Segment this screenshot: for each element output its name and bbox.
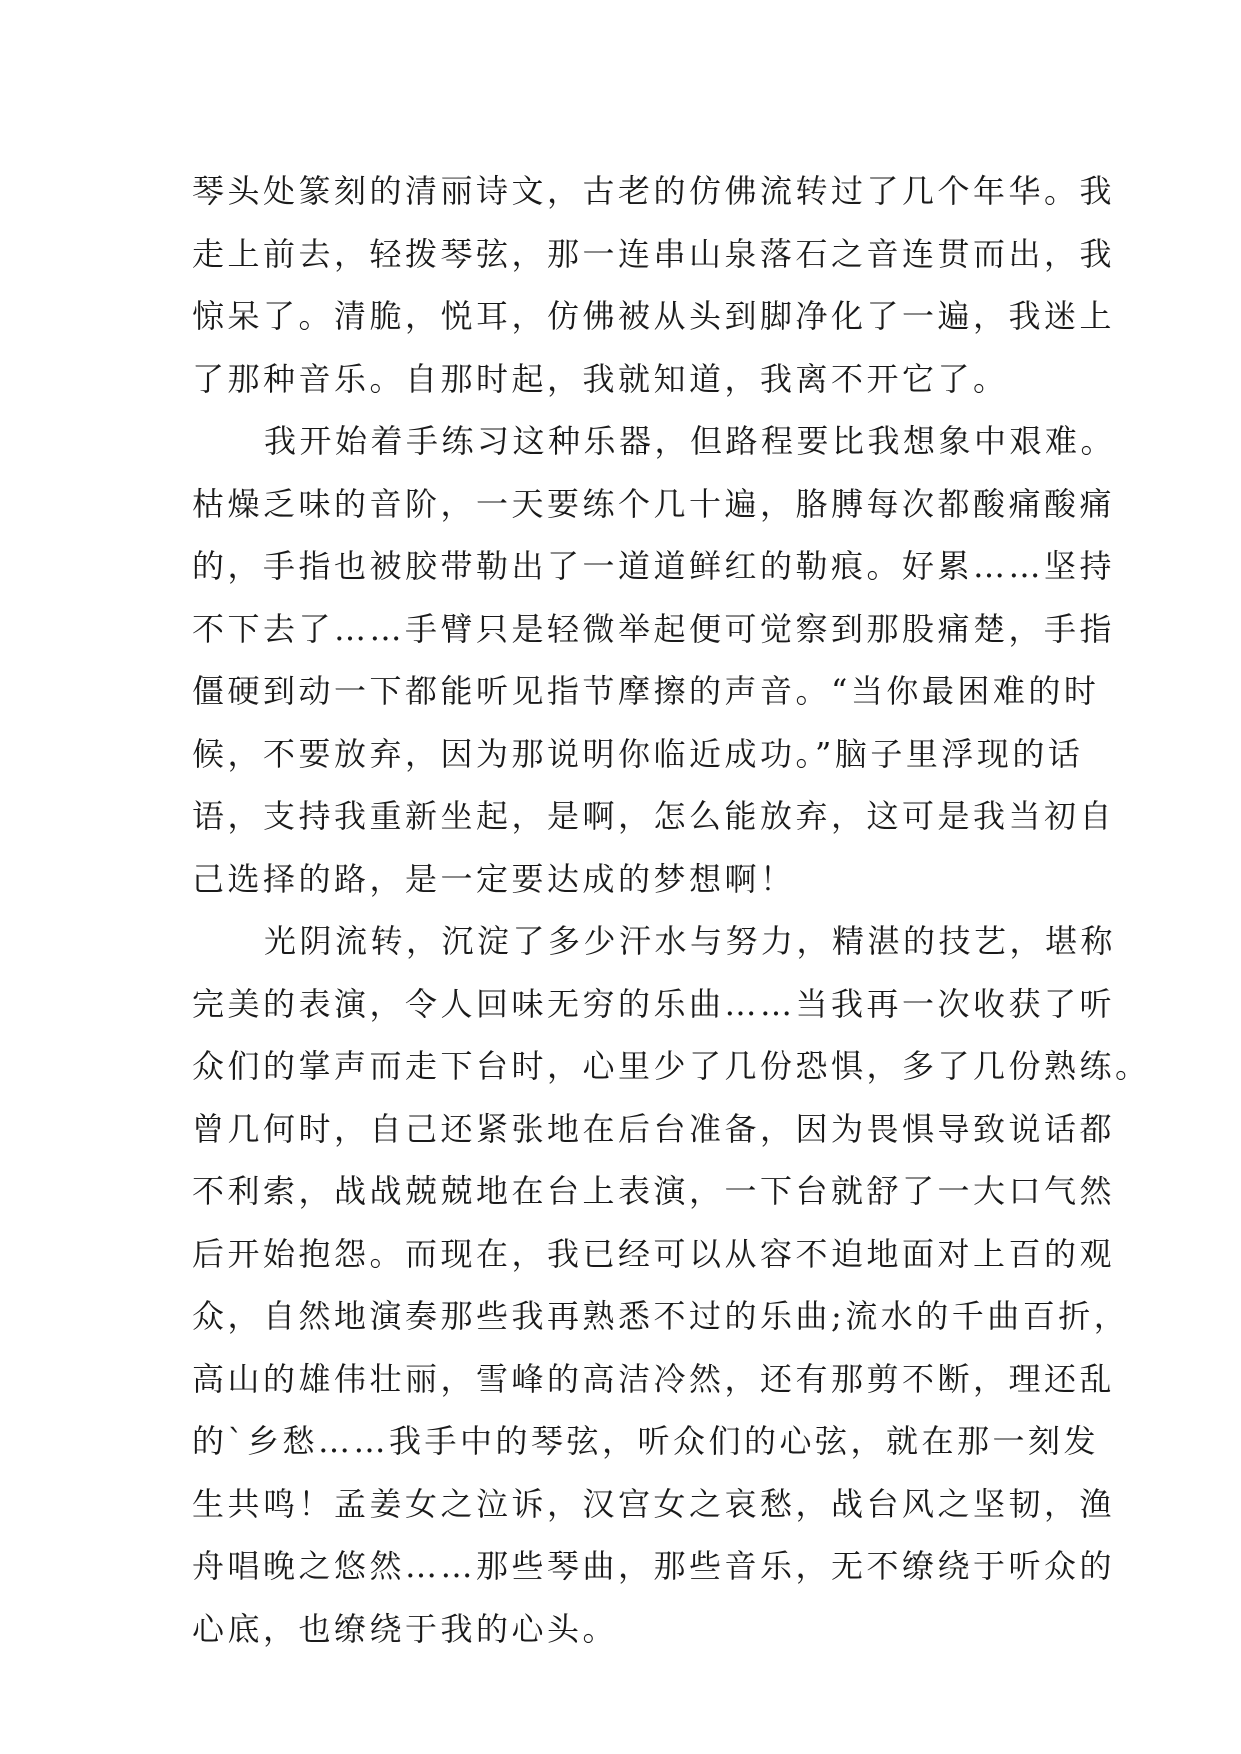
text-line: 高山的雄伟壮丽，雪峰的高洁冷然，还有那剪不断，理还乱 (192, 1359, 1116, 1398)
text-line: 我开始着手练习这种乐器，但路程要比我想象中艰难。 (264, 422, 1117, 460)
text-line: 惊呆了。清脆，悦耳，仿佛被从头到脚净化了一遍，我迷上 (192, 297, 1116, 335)
body-text (192, 160, 1151, 1660)
text-line: 舟唱晚之悠然……那些琴曲，那些音乐，无不缭绕于听众的 (192, 1547, 1116, 1585)
text-line: 生共鸣！孟姜女之泣诉，汉宫女之哀愁，战台风之坚韧，渔 (192, 1484, 1116, 1523)
text-line: 不利索，战战兢兢地在台上表演，一下台就舒了一大口气然 (192, 1172, 1116, 1210)
text-line: 完美的表演，令人回味无穷的乐曲……当我再一次收获了听 (192, 984, 1116, 1023)
text-line: 枯燥乏味的音阶，一天要练个几十遍，胳膊每次都酸痛酸痛 (192, 484, 1116, 523)
text-line: 光阴流转，沉淀了多少汗水与努力，精湛的技艺，堪称 (264, 922, 1117, 960)
text-line: 的，手指也被胶带勒出了一道道鲜红的勒痕。好累……坚持 (192, 547, 1116, 585)
text-line: 僵硬到动一下都能听见指节摩擦的声音。“当你最困难的时 (192, 672, 1100, 710)
text-line: 心底，也缭绕于我的心头。 (192, 1609, 619, 1648)
text-line: 众，自然地演奏那些我再熟悉不过的乐曲;流水的千曲百折， (192, 1297, 1130, 1335)
text-line: 了那种音乐。自那时起，我就知道，我离不开它了。 (192, 359, 1009, 398)
text-line: 曾几何时，自己还紧张地在后台准备，因为畏惧导致说话都 (192, 1109, 1116, 1148)
text-line: 琴头处篆刻的清丽诗文，古老的仿佛流转过了几个年华。我 (192, 172, 1116, 210)
text-line: 语，支持我重新坐起，是啊，怎么能放弃，这可是我当初自 (192, 797, 1116, 835)
text-line: 走上前去，轻拨琴弦，那一连串山泉落石之音连贯而出，我 (192, 234, 1116, 273)
text-line: 不下去了……手臂只是轻微举起便可觉察到那股痛楚，手指 (192, 609, 1116, 648)
text-line: 候，不要放弃，因为那说明你临近成功。”脑子里浮现的话 (192, 734, 1084, 773)
text-line: 己选择的路，是一定要达成的梦想啊！ (192, 859, 796, 898)
text-line: 后开始抱怨。而现在，我已经可以从容不迫地面对上百的观 (192, 1234, 1116, 1273)
text-line: 的`乡愁……我手中的琴弦，听众们的心弦，就在那一刻发 (192, 1422, 1100, 1460)
text-line: 众们的掌声而走下台时，心里少了几份恐惧，多了几份熟练。 (192, 1047, 1151, 1085)
